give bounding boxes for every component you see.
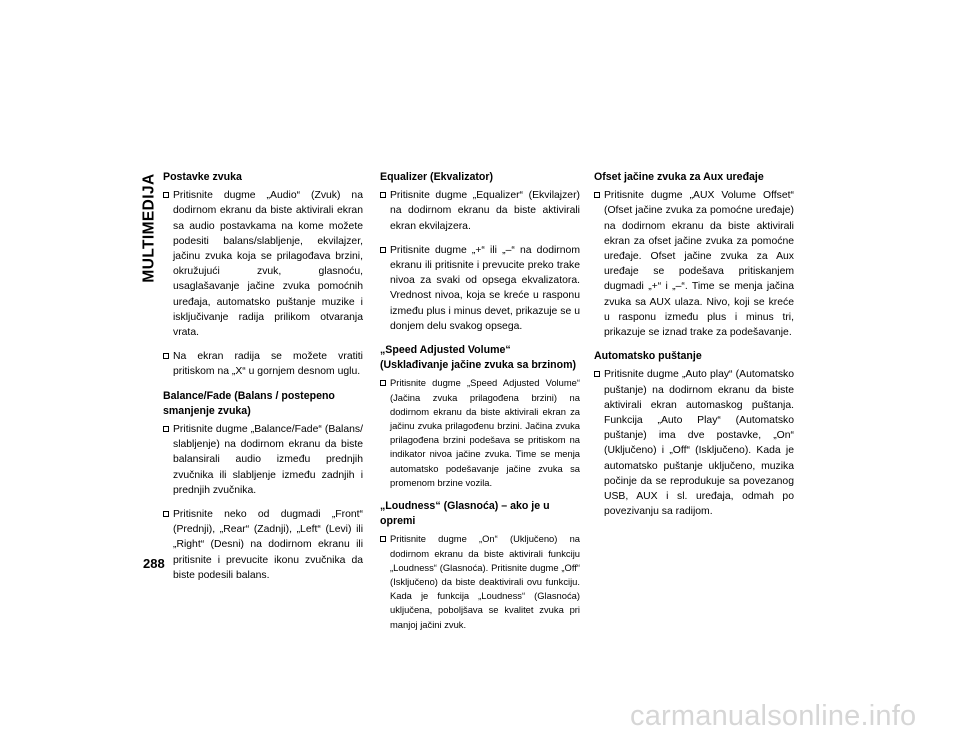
list-loudness bbox=[380, 532, 580, 631]
list-item: Pritisnite dugme „Speed Adjusted Volume“ (Jačina zvuka prilagođena brzini) na dodirnom ekranu da biste aktivirali ekran za jačinu zvuka prilagođenu brzini. Jačina zvuka prilagođena brzini podešava se pritiskom na indikator nivoa jačine zvuka. Time se menja automatsko podešavanje jačine zvuka sa promenom brzine vozila. bbox=[380, 376, 580, 490]
watermark: carmanualsonline.info bbox=[630, 700, 917, 732]
list-sound-settings bbox=[163, 188, 363, 379]
checkbox-bullet-icon bbox=[163, 192, 169, 198]
list-speed-adjusted-volume bbox=[380, 376, 580, 490]
heading-speed-adjusted-volume: „Speed Adjusted Volume“ (Usklađivanje jačine zvuka sa brzinom) bbox=[380, 344, 577, 372]
list-item: Na ekran radija se možete vratiti pritiskom na „X“ u gornjem desnom uglu. bbox=[163, 349, 363, 379]
heading-sound-settings: Postavke zvuka bbox=[163, 171, 242, 183]
list-aux-volume-offset bbox=[594, 188, 794, 340]
section-tab bbox=[139, 168, 161, 288]
list-item: Pritisnite dugme „Balance/Fade“ (Balans/ slabljenje) na dodirnom ekranu da biste balansirali audio između prednjih zvučnika ili slabljenje između zadnjih i prednjih zvučnika. bbox=[163, 422, 363, 498]
checkbox-bullet-icon bbox=[380, 380, 386, 386]
list-equalizer bbox=[380, 188, 580, 334]
list-auto-play bbox=[594, 367, 794, 519]
checkbox-bullet-icon bbox=[594, 192, 600, 198]
list-item: Pritisnite dugme „Equalizer“ (Ekvilajzer) na dodirnom ekranu da biste aktivirali ekran ekvilajzera. bbox=[380, 188, 580, 234]
checkbox-bullet-icon bbox=[594, 371, 600, 377]
list-item: Pritisnite dugme „Audio“ (Zvuk) na dodirnom ekranu da biste aktivirali ekran sa audio postavkama na kome možete podesiti balans/slabljenje, ekvilajzer, jačinu zvuka koja se prilagođava brzini, okružujući zvuk, glasnoću, usaglašavanje jačine zvuka pomoćnih uređaja, automatsko puštanje muzike i isključivanje radija prilikom otvaranja vrata. bbox=[163, 188, 363, 340]
page-number: 288 bbox=[143, 556, 165, 571]
heading-aux-volume-offset: Ofset jačine zvuka za Aux uređaje bbox=[594, 171, 764, 183]
checkbox-bullet-icon bbox=[380, 247, 386, 253]
list-item: Pritisnite dugme „On“ (Uključeno) na dodirnom ekranu da biste aktivirali funkciju „Loudness“ (Glasnoća). Pritisnite dugme „Off“ (Isključeno) da biste deaktivirali ovu funkciju. Kada je funkcija „Loudness“ (Glasnoća) uključena, poboljšava se kvalitet zvuka pri manjoj jačini zvuk. bbox=[380, 532, 580, 631]
checkbox-bullet-icon bbox=[163, 353, 169, 359]
checkbox-bullet-icon bbox=[380, 192, 386, 198]
heading-loudness: „Loudness“ (Glasnoća) – ako je u opremi bbox=[380, 500, 550, 528]
checkbox-bullet-icon bbox=[163, 426, 169, 432]
column-2 bbox=[380, 170, 580, 641]
heading-balance-fade: Balance/Fade (Balans / postepeno smanjenje zvuka) bbox=[163, 389, 335, 417]
column-3 bbox=[594, 170, 794, 528]
list-item: Pritisnite dugme „AUX Volume Offset“ (Ofset jačine zvuka za pomoćne uređaje) na dodirnom ekranu da biste aktivirali ekran za ofset jačine zvuka za pomoćne uređaje. Ofset jačine zvuka za Aux uređaje se podešava pritiskanjem dugmadi „+“ i „–“. Time se menja jačina zvuka sa AUX ulaza. Nivo, koji se kreće u rasponu između plus i minus tri, prikazuje se iznad trake za podešavanje. bbox=[594, 188, 794, 340]
list-item: Pritisnite dugme „+“ ili „–“ na dodirnom ekranu ili pritisnite i prevucite preko trake nivoa za svaki od opsega ekvalizatora. Vrednost nivoa, koja se kreće u rasponu između plus i minus devet, prikazuje se u donjem delu svakog opsega. bbox=[380, 243, 580, 334]
heading-auto-play: Automatsko puštanje bbox=[594, 350, 702, 363]
list-item: Pritisnite neko od dugmadi „Front“ (Prednji), „Rear“ (Zadnji), „Left“ (Levi) ili „Right“ (Desni) na dodirnom ekranu ili pritisnite i prevucite ikonu zvučnika da biste podesili balans. bbox=[163, 507, 363, 583]
column-1 bbox=[163, 170, 363, 592]
list-balance-fade bbox=[163, 422, 363, 583]
heading-equalizer: Equalizer (Ekvalizator) bbox=[380, 171, 494, 183]
checkbox-bullet-icon bbox=[163, 511, 169, 517]
section-tab-label: MULTIMEDIJA bbox=[141, 173, 159, 283]
checkbox-bullet-icon bbox=[380, 536, 386, 542]
list-item: Pritisnite dugme „Auto play“ (Automatsko puštanje) na dodirnom ekranu da biste aktivirali ekran automaskog puštanja. Funkcija „Auto Play“ (Automatsko puštanje) ima dve postavke, „On“ (Uključeno) i „Off“ (Isključeno). Kada je automatsko puštanje uključeno, muzika počinje da se reprodukuje sa povezanog USB, AUX i sl. uređaja, odmah po povezivanju sa radijom. bbox=[594, 367, 794, 519]
